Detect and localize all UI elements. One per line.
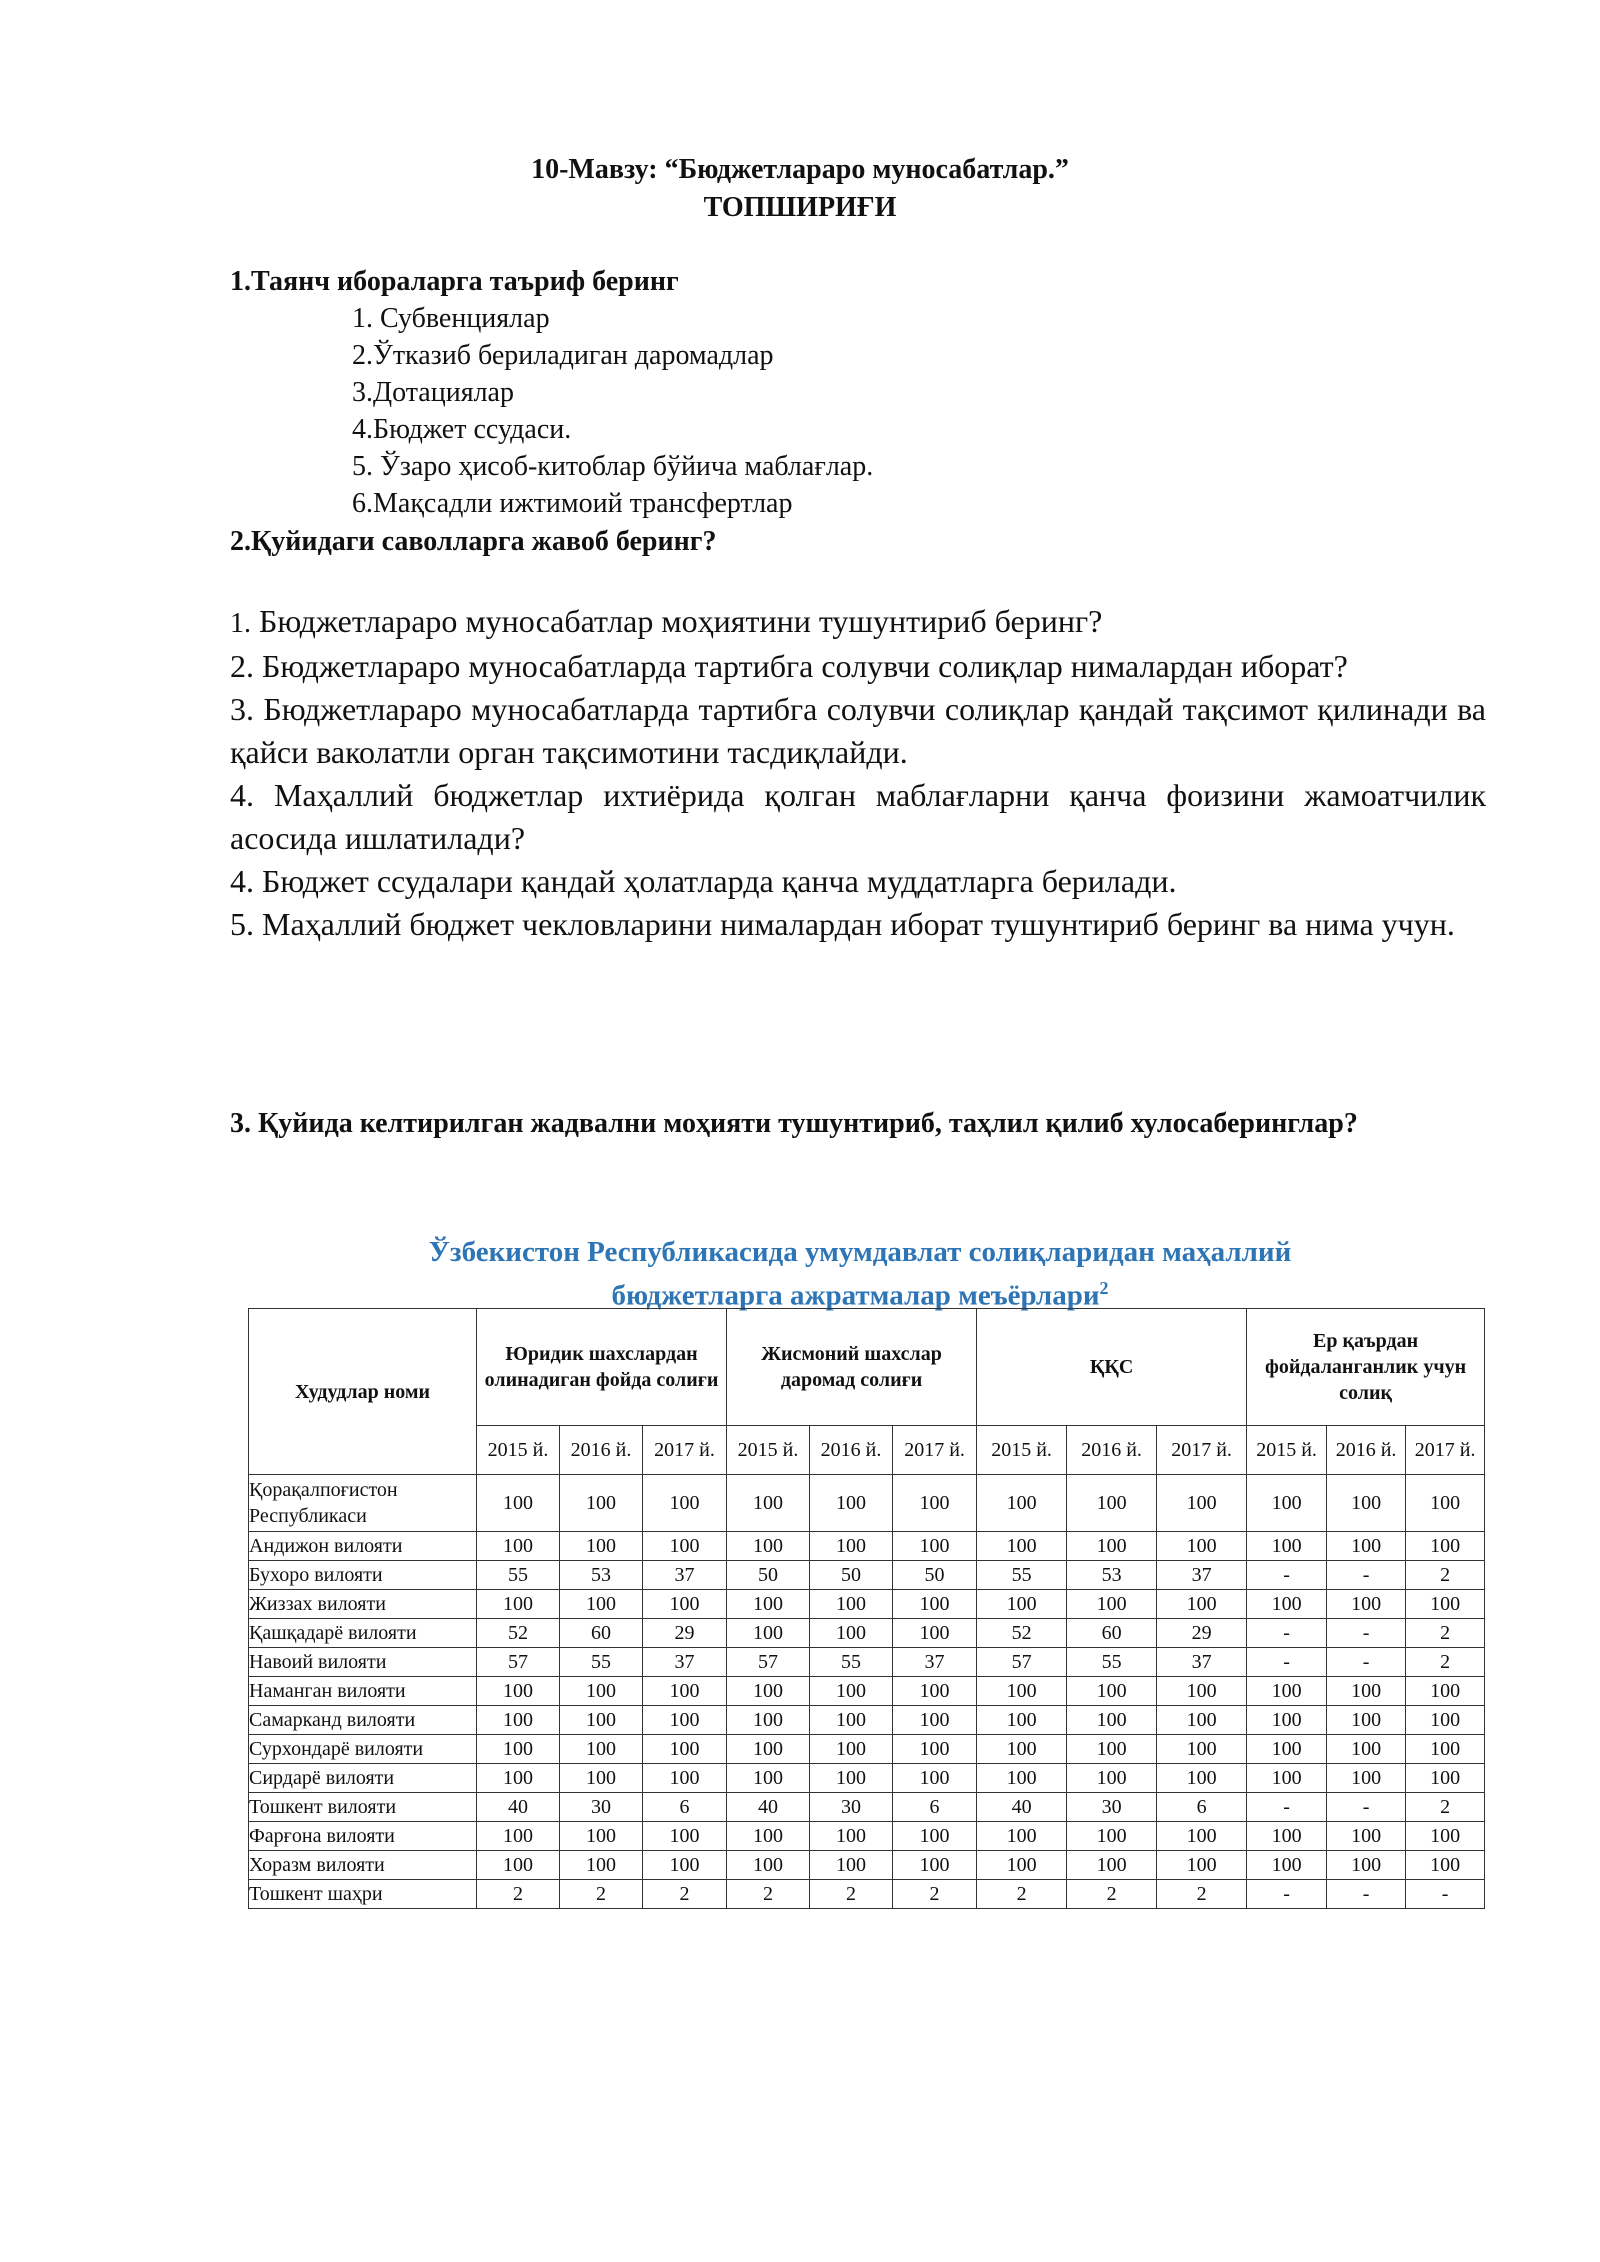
table-row: [249, 1706, 1485, 1735]
value-cell: 2: [1406, 1648, 1485, 1677]
value-cell: 55: [1067, 1648, 1157, 1677]
value-cell: 55: [560, 1648, 643, 1677]
value-cell: 30: [810, 1793, 893, 1822]
value-cell: 100: [643, 1706, 727, 1735]
region-name-cell: Қорақалпоғистон Республикаси: [249, 1475, 477, 1532]
year-header: 2015 й.: [727, 1426, 810, 1475]
value-cell: 53: [1067, 1561, 1157, 1590]
value-cell: 100: [1406, 1735, 1485, 1764]
value-cell: 100: [1157, 1764, 1247, 1793]
region-name-cell: Қашқадарё вилояти: [249, 1619, 477, 1648]
value-cell: 30: [1067, 1793, 1157, 1822]
value-cell: 100: [643, 1822, 727, 1851]
value-cell: 40: [477, 1793, 560, 1822]
table-row: [249, 1880, 1485, 1909]
value-cell: 100: [810, 1706, 893, 1735]
value-cell: 100: [560, 1822, 643, 1851]
value-cell: 29: [643, 1619, 727, 1648]
value-cell: 100: [893, 1475, 977, 1532]
value-cell: 100: [810, 1764, 893, 1793]
value-cell: 2: [1406, 1561, 1485, 1590]
value-cell: 100: [1327, 1822, 1406, 1851]
table-row: [249, 1590, 1485, 1619]
value-cell: 57: [477, 1648, 560, 1677]
table-title-line1: Ўзбекистон Республикасида умумдавлат солиқларидан маҳаллий: [428, 1236, 1292, 1268]
year-header: 2017 й.: [1406, 1426, 1485, 1475]
value-cell: 100: [977, 1475, 1067, 1532]
question-item: [230, 774, 1486, 860]
table-row: [249, 1793, 1485, 1822]
document-title: 10-Мавзу: “Бюджетлараро муносабатлар.”: [531, 154, 1069, 185]
value-cell: 100: [1247, 1735, 1327, 1764]
value-cell: 100: [1327, 1677, 1406, 1706]
value-cell: 100: [977, 1851, 1067, 1880]
value-cell: 100: [1067, 1822, 1157, 1851]
table-row: [249, 1619, 1485, 1648]
year-header: 2016 й.: [1327, 1426, 1406, 1475]
year-header: 2015 й.: [477, 1426, 560, 1475]
value-cell: 100: [560, 1851, 643, 1880]
region-name-cell: Тошкент шаҳри: [249, 1880, 477, 1909]
value-cell: 100: [893, 1619, 977, 1648]
value-cell: 100: [1247, 1706, 1327, 1735]
value-cell: 100: [1247, 1764, 1327, 1793]
value-cell: 100: [560, 1590, 643, 1619]
value-cell: 52: [477, 1619, 560, 1648]
year-header: 2016 й.: [810, 1426, 893, 1475]
table-row: [249, 1561, 1485, 1590]
value-cell: 57: [727, 1648, 810, 1677]
value-cell: 100: [643, 1851, 727, 1880]
value-cell: 100: [893, 1706, 977, 1735]
question-text: 2. Бюджетлараро муносабатларда тартибга солувчи солиқлар нималардан иборат?: [230, 648, 1348, 684]
value-cell: 100: [977, 1764, 1067, 1793]
value-cell: 100: [727, 1619, 810, 1648]
value-cell: 100: [1406, 1706, 1485, 1735]
value-cell: 100: [810, 1677, 893, 1706]
region-name-cell: Андижон вилояти: [249, 1532, 477, 1561]
value-cell: -: [1247, 1648, 1327, 1677]
value-cell: 100: [477, 1677, 560, 1706]
value-cell: 57: [977, 1648, 1067, 1677]
value-cell: 100: [1327, 1590, 1406, 1619]
value-cell: 100: [1067, 1532, 1157, 1561]
value-cell: 2: [727, 1880, 810, 1909]
group-header: Жисмоний шахслар даромад солиғи: [727, 1309, 977, 1426]
value-cell: 100: [643, 1735, 727, 1764]
value-cell: 100: [560, 1532, 643, 1561]
table-row: [249, 1764, 1485, 1793]
region-header: Худудлар номи: [249, 1309, 477, 1475]
value-cell: 100: [810, 1590, 893, 1619]
value-cell: -: [1406, 1880, 1485, 1909]
value-cell: 100: [477, 1706, 560, 1735]
value-cell: 100: [1157, 1706, 1247, 1735]
value-cell: 60: [560, 1619, 643, 1648]
term-item: 1. Субвенциялар: [352, 303, 550, 334]
table-row: [249, 1475, 1485, 1532]
value-cell: 100: [810, 1619, 893, 1648]
question-item: [230, 860, 1486, 903]
value-cell: 100: [1067, 1590, 1157, 1619]
region-name-cell: Тошкент вилояти: [249, 1793, 477, 1822]
value-cell: 100: [1406, 1590, 1485, 1619]
region-name-cell: Навоий вилояти: [249, 1648, 477, 1677]
value-cell: -: [1327, 1793, 1406, 1822]
value-cell: 100: [727, 1735, 810, 1764]
term-list: [352, 300, 873, 522]
value-cell: 37: [1157, 1648, 1247, 1677]
value-cell: -: [1247, 1793, 1327, 1822]
value-cell: -: [1327, 1880, 1406, 1909]
value-cell: 100: [560, 1706, 643, 1735]
value-cell: 100: [893, 1677, 977, 1706]
table-row: [249, 1677, 1485, 1706]
group-header: Ер қаърдан фойдаланганлик учун солиқ: [1247, 1309, 1485, 1426]
value-cell: 100: [1406, 1677, 1485, 1706]
value-cell: 100: [1406, 1822, 1485, 1851]
question-text: 4. Бюджет ссудалари қандай ҳолатларда қанча муддатларга берилади.: [230, 863, 1177, 899]
value-cell: 100: [1247, 1822, 1327, 1851]
table-row: [249, 1822, 1485, 1851]
value-cell: 100: [560, 1735, 643, 1764]
value-cell: 100: [1067, 1475, 1157, 1532]
value-cell: 55: [477, 1561, 560, 1590]
value-cell: 100: [1327, 1764, 1406, 1793]
year-header: 2017 й.: [893, 1426, 977, 1475]
value-cell: 50: [727, 1561, 810, 1590]
value-cell: 100: [977, 1532, 1067, 1561]
value-cell: -: [1327, 1648, 1406, 1677]
group-header: ҚҚС: [977, 1309, 1247, 1426]
region-name-cell: Фарғона вилояти: [249, 1822, 477, 1851]
value-cell: 100: [560, 1475, 643, 1532]
value-cell: 100: [893, 1532, 977, 1561]
value-cell: 100: [1157, 1735, 1247, 1764]
value-cell: 100: [893, 1851, 977, 1880]
value-cell: 37: [643, 1648, 727, 1677]
year-header: 2017 й.: [1157, 1426, 1247, 1475]
value-cell: 55: [977, 1561, 1067, 1590]
value-cell: 100: [810, 1822, 893, 1851]
value-cell: 6: [893, 1793, 977, 1822]
table-row: [249, 1735, 1485, 1764]
value-cell: 100: [1327, 1475, 1406, 1532]
value-cell: 100: [1067, 1735, 1157, 1764]
table-row: [249, 1851, 1485, 1880]
value-cell: 2: [893, 1880, 977, 1909]
value-cell: 100: [1327, 1735, 1406, 1764]
section2-heading: 2.Қуйидаги саволларга жавоб беринг?: [230, 526, 717, 557]
value-cell: 100: [1247, 1677, 1327, 1706]
value-cell: 100: [643, 1475, 727, 1532]
value-cell: 100: [1247, 1532, 1327, 1561]
table-row: [249, 1648, 1485, 1677]
value-cell: 100: [477, 1851, 560, 1880]
question-item: [230, 645, 1486, 688]
value-cell: 100: [727, 1764, 810, 1793]
question-number: 1.: [230, 608, 251, 639]
value-cell: 37: [643, 1561, 727, 1590]
value-cell: 100: [1067, 1851, 1157, 1880]
value-cell: 100: [1406, 1764, 1485, 1793]
value-cell: 100: [810, 1735, 893, 1764]
value-cell: 30: [560, 1793, 643, 1822]
value-cell: 55: [810, 1648, 893, 1677]
question-text: 3. Бюджетлараро муносабатларда тартибга солувчи солиқлар қандай тақсимот қилинади ва қайси ваколатли орган тақсимотини тасдиқлайди.: [230, 691, 1486, 770]
value-cell: 100: [1327, 1706, 1406, 1735]
value-cell: 100: [810, 1851, 893, 1880]
value-cell: 100: [727, 1851, 810, 1880]
value-cell: 100: [477, 1475, 560, 1532]
value-cell: 100: [477, 1735, 560, 1764]
question-text: Бюджетлараро муносабатлар моҳиятини тушунтириб беринг?: [251, 603, 1103, 639]
region-name-cell: Сирдарё вилояти: [249, 1764, 477, 1793]
question-item: [230, 688, 1486, 774]
region-name-cell: Бухоро вилояти: [249, 1561, 477, 1590]
value-cell: 100: [477, 1764, 560, 1793]
value-cell: 100: [727, 1475, 810, 1532]
term-item: 4.Бюджет ссудаси.: [352, 414, 572, 445]
value-cell: 100: [643, 1590, 727, 1619]
value-cell: 100: [477, 1590, 560, 1619]
year-header: 2017 й.: [643, 1426, 727, 1475]
value-cell: 100: [977, 1706, 1067, 1735]
value-cell: 37: [893, 1648, 977, 1677]
value-cell: 2: [477, 1880, 560, 1909]
value-cell: -: [1247, 1619, 1327, 1648]
value-cell: 50: [810, 1561, 893, 1590]
value-cell: 100: [477, 1532, 560, 1561]
region-name-cell: Жиззах вилояти: [249, 1590, 477, 1619]
value-cell: 100: [477, 1822, 560, 1851]
value-cell: 100: [1067, 1706, 1157, 1735]
term-item: 2.Ўтказиб бериладиган даромадлар: [352, 340, 774, 371]
value-cell: 100: [977, 1822, 1067, 1851]
section3-heading: 3. Қуйида келтирилган жадвални моҳияти тушунтириб, таҳлил қилиб хулосаберинглар?: [230, 1108, 1358, 1139]
value-cell: 100: [1247, 1851, 1327, 1880]
value-cell: 2: [560, 1880, 643, 1909]
value-cell: -: [1247, 1561, 1327, 1590]
value-cell: 100: [727, 1590, 810, 1619]
value-cell: 100: [1067, 1677, 1157, 1706]
value-cell: -: [1327, 1619, 1406, 1648]
value-cell: 100: [1247, 1590, 1327, 1619]
value-cell: 100: [1327, 1532, 1406, 1561]
value-cell: 100: [1157, 1532, 1247, 1561]
value-cell: 100: [1406, 1532, 1485, 1561]
value-cell: 100: [810, 1532, 893, 1561]
value-cell: 100: [1157, 1590, 1247, 1619]
value-cell: 53: [560, 1561, 643, 1590]
value-cell: 2: [643, 1880, 727, 1909]
document-subtitle: ТОПШИРИҒИ: [703, 192, 897, 223]
value-cell: 100: [643, 1677, 727, 1706]
year-header: 2016 й.: [560, 1426, 643, 1475]
region-name-cell: Сурхондарё вилояти: [249, 1735, 477, 1764]
value-cell: 100: [727, 1532, 810, 1561]
value-cell: 100: [1067, 1764, 1157, 1793]
value-cell: 40: [727, 1793, 810, 1822]
value-cell: 37: [1157, 1561, 1247, 1590]
value-cell: 100: [893, 1764, 977, 1793]
value-cell: 2: [977, 1880, 1067, 1909]
term-item: 6.Мақсадли ижтимоий трансфертлар: [352, 488, 793, 519]
value-cell: 100: [1157, 1677, 1247, 1706]
value-cell: 60: [1067, 1619, 1157, 1648]
value-cell: 2: [1157, 1880, 1247, 1909]
value-cell: 100: [1406, 1851, 1485, 1880]
value-cell: 100: [810, 1475, 893, 1532]
value-cell: 100: [1157, 1475, 1247, 1532]
table-title-text: бюджетларга ажратмалар меъёрлари: [611, 1279, 1100, 1312]
group-header: Юридик шахслардан олинадиган фойда солиғи: [477, 1309, 727, 1426]
value-cell: 100: [560, 1764, 643, 1793]
value-cell: 100: [977, 1590, 1067, 1619]
question-list: [230, 600, 1486, 946]
question-text: 4. Маҳаллий бюджетлар ихтиёрида қолган маблағларни қанча фоизини жамоатчилик асосида ишлатилади?: [230, 777, 1486, 856]
region-name-cell: Самарканд вилояти: [249, 1706, 477, 1735]
value-cell: 6: [1157, 1793, 1247, 1822]
value-cell: -: [1327, 1561, 1406, 1590]
year-header: 2015 й.: [1247, 1426, 1327, 1475]
value-cell: 2: [1406, 1793, 1485, 1822]
value-cell: 100: [643, 1532, 727, 1561]
value-cell: 100: [727, 1822, 810, 1851]
value-cell: 40: [977, 1793, 1067, 1822]
value-cell: -: [1247, 1880, 1327, 1909]
term-item: 3.Дотациялар: [352, 377, 514, 408]
value-cell: 2: [1406, 1619, 1485, 1648]
value-cell: 100: [643, 1764, 727, 1793]
footnote-marker: 2: [1099, 1278, 1109, 1298]
value-cell: 100: [1327, 1851, 1406, 1880]
value-cell: 100: [893, 1822, 977, 1851]
tax-allocation-table: [248, 1308, 1485, 1909]
value-cell: 2: [810, 1880, 893, 1909]
region-name-cell: Хоразм вилояти: [249, 1851, 477, 1880]
region-name-cell: Наманган вилояти: [249, 1677, 477, 1706]
value-cell: 50: [893, 1561, 977, 1590]
value-cell: 100: [977, 1677, 1067, 1706]
table-row: [249, 1532, 1485, 1561]
question-text: 5. Маҳаллий бюджет чекловларини нималардан иборат тушунтириб беринг ва нима учун.: [230, 906, 1455, 942]
year-header: 2016 й.: [1067, 1426, 1157, 1475]
value-cell: 100: [727, 1677, 810, 1706]
value-cell: 100: [893, 1590, 977, 1619]
value-cell: 100: [977, 1735, 1067, 1764]
section1-heading: 1.Таянч ибораларга таъриф беринг: [230, 266, 679, 297]
value-cell: 100: [1247, 1475, 1327, 1532]
value-cell: 2: [1067, 1880, 1157, 1909]
value-cell: 29: [1157, 1619, 1247, 1648]
question-item: [230, 903, 1486, 946]
year-header: 2015 й.: [977, 1426, 1067, 1475]
term-item: 5. Ўзаро ҳисоб-китоблар бўйича маблағлар.: [352, 451, 874, 482]
value-cell: 100: [1157, 1851, 1247, 1880]
value-cell: 100: [560, 1677, 643, 1706]
value-cell: 100: [727, 1706, 810, 1735]
question-item: [230, 600, 1486, 645]
value-cell: 6: [643, 1793, 727, 1822]
value-cell: 100: [893, 1735, 977, 1764]
value-cell: 100: [1157, 1822, 1247, 1851]
value-cell: 100: [1406, 1475, 1485, 1532]
value-cell: 52: [977, 1619, 1067, 1648]
